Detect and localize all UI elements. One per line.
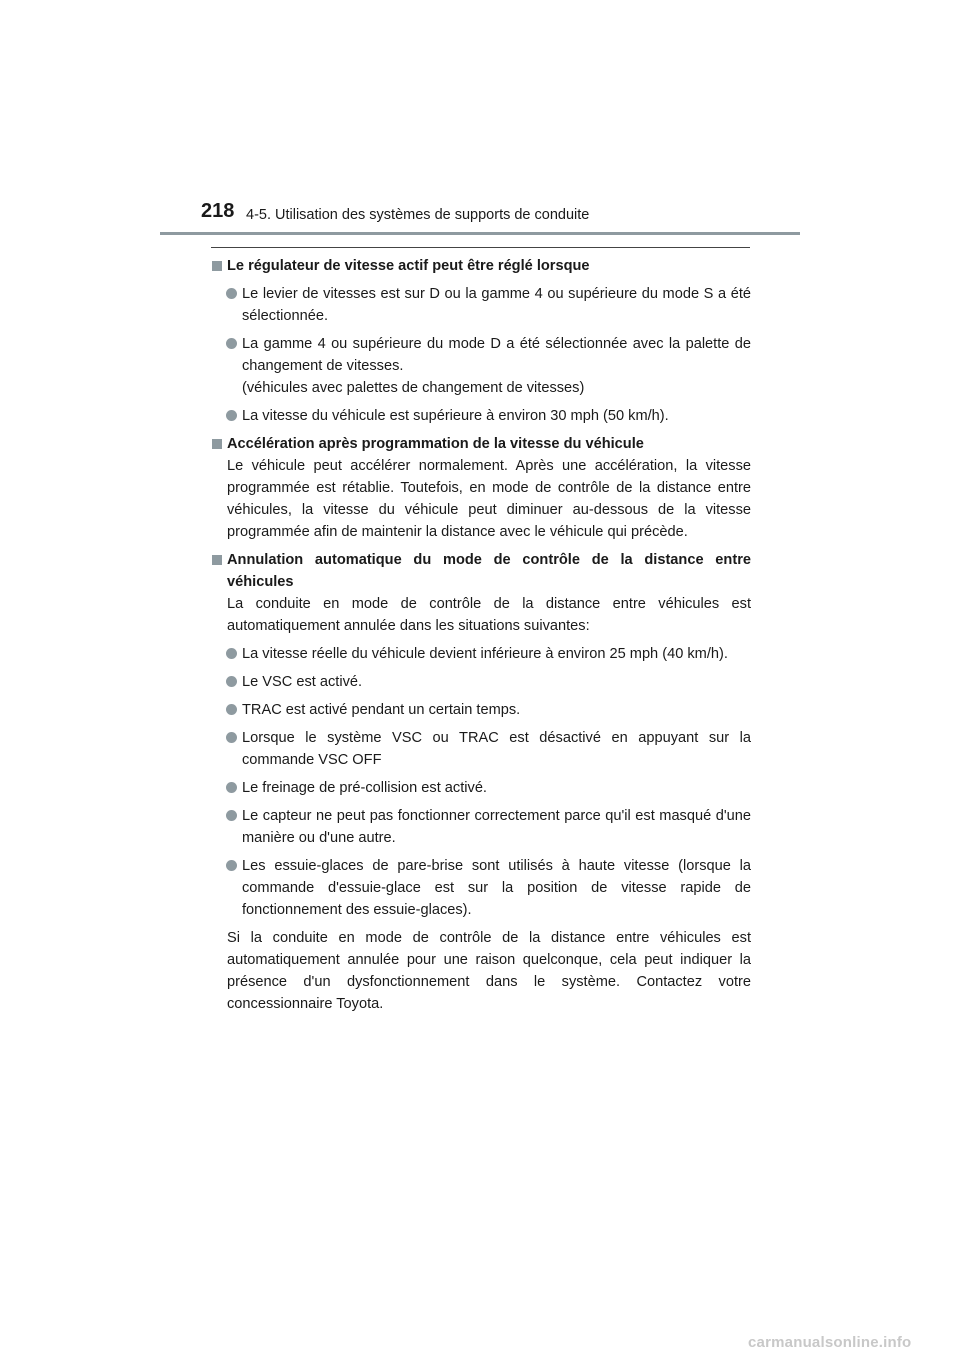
list-item [211,727,751,771]
circle-bullet-icon [226,810,237,821]
circle-bullet-icon [226,704,237,715]
square-bullet-icon [212,439,222,449]
watermark: carmanualsonline.info [748,1334,912,1351]
list-item [211,855,751,921]
section-heading [211,549,751,593]
square-bullet-icon [212,555,222,565]
list-item-text: TRAC est activé pendant un certain temps. [242,702,521,718]
list-item-text: Le VSC est activé. [242,674,363,690]
list-item [211,777,751,799]
paragraph: La conduite en mode de contrôle de la distance entre véhicules est automatiquement annulée dans les situations suivantes: [227,596,751,634]
square-bullet-icon [212,261,222,271]
circle-bullet-icon [226,782,237,793]
list-item-text: La gamme 4 ou supérieure du mode D a été sélectionnée avec la palette de changement de vitesses. [242,336,751,374]
section-heading [211,255,751,277]
section-heading [211,433,751,455]
circle-bullet-icon [226,288,237,299]
list-item [211,333,751,399]
list-item-text: Le capteur ne peut pas fonctionner correctement parce qu'il est masqué d'une manière ou d'une autre. [242,808,751,846]
section-heading-text: Le régulateur de vitesse actif peut être réglé lorsque [227,258,590,274]
chapter-title: 4-5. Utilisation des systèmes de supports de conduite [246,207,590,223]
circle-bullet-icon [226,338,237,349]
header-rule [160,232,800,235]
circle-bullet-icon [226,676,237,687]
paragraph: Si la conduite en mode de contrôle de la distance entre véhicules est automatiquement annulée pour une raison quelconque, cela peut indiquer la présence d'un dysfonctionnement dans le système. Contactez votre concessionnaire Toyota. [227,930,751,1012]
list-item-note: (véhicules avec palettes de changement de vitesses) [242,380,585,396]
list-item-text: Le levier de vitesses est sur D ou la gamme 4 ou supérieure du mode S a été sélectionnée. [242,286,751,324]
page-content [211,255,751,1015]
section-rule [211,247,750,248]
paragraph: Le véhicule peut accélérer normalement. Après une accélération, la vitesse programmée est rétablie. Toutefois, en mode de contrôle de la distance entre véhicules, la vitesse du véhicule peut diminuer au-dessous de la vitesse programmée afin de maintenir la distance avec le véhicule qui précède. [227,458,751,540]
list-item-text: Lorsque le système VSC ou TRAC est désactivé en appuyant sur la commande VSC OFF [242,730,751,768]
list-item [211,699,751,721]
circle-bullet-icon [226,860,237,871]
section-heading-text: Accélération après programmation de la vitesse du véhicule [227,436,644,452]
circle-bullet-icon [226,732,237,743]
list-item [211,805,751,849]
circle-bullet-icon [226,410,237,421]
list-item-text: Les essuie-glaces de pare-brise sont utilisés à haute vitesse (lorsque la commande d'essuie-glace est sur la position de vitesse rapide de fonctionnement des essuie-glaces). [242,858,751,918]
list-item-text: La vitesse du véhicule est supérieure à environ 30 mph (50 km/h). [242,408,669,424]
list-item-text: Le freinage de pré-collision est activé. [242,780,487,796]
list-item [211,283,751,327]
list-item-text: La vitesse réelle du véhicule devient inférieure à environ 25 mph (40 km/h). [242,646,728,662]
page-number: 218 [201,200,235,222]
list-item [211,643,751,665]
section-heading-text: Annulation automatique du mode de contrôle de la distance entre véhicules [227,552,751,590]
list-item [211,671,751,693]
list-item [211,405,751,427]
circle-bullet-icon [226,648,237,659]
